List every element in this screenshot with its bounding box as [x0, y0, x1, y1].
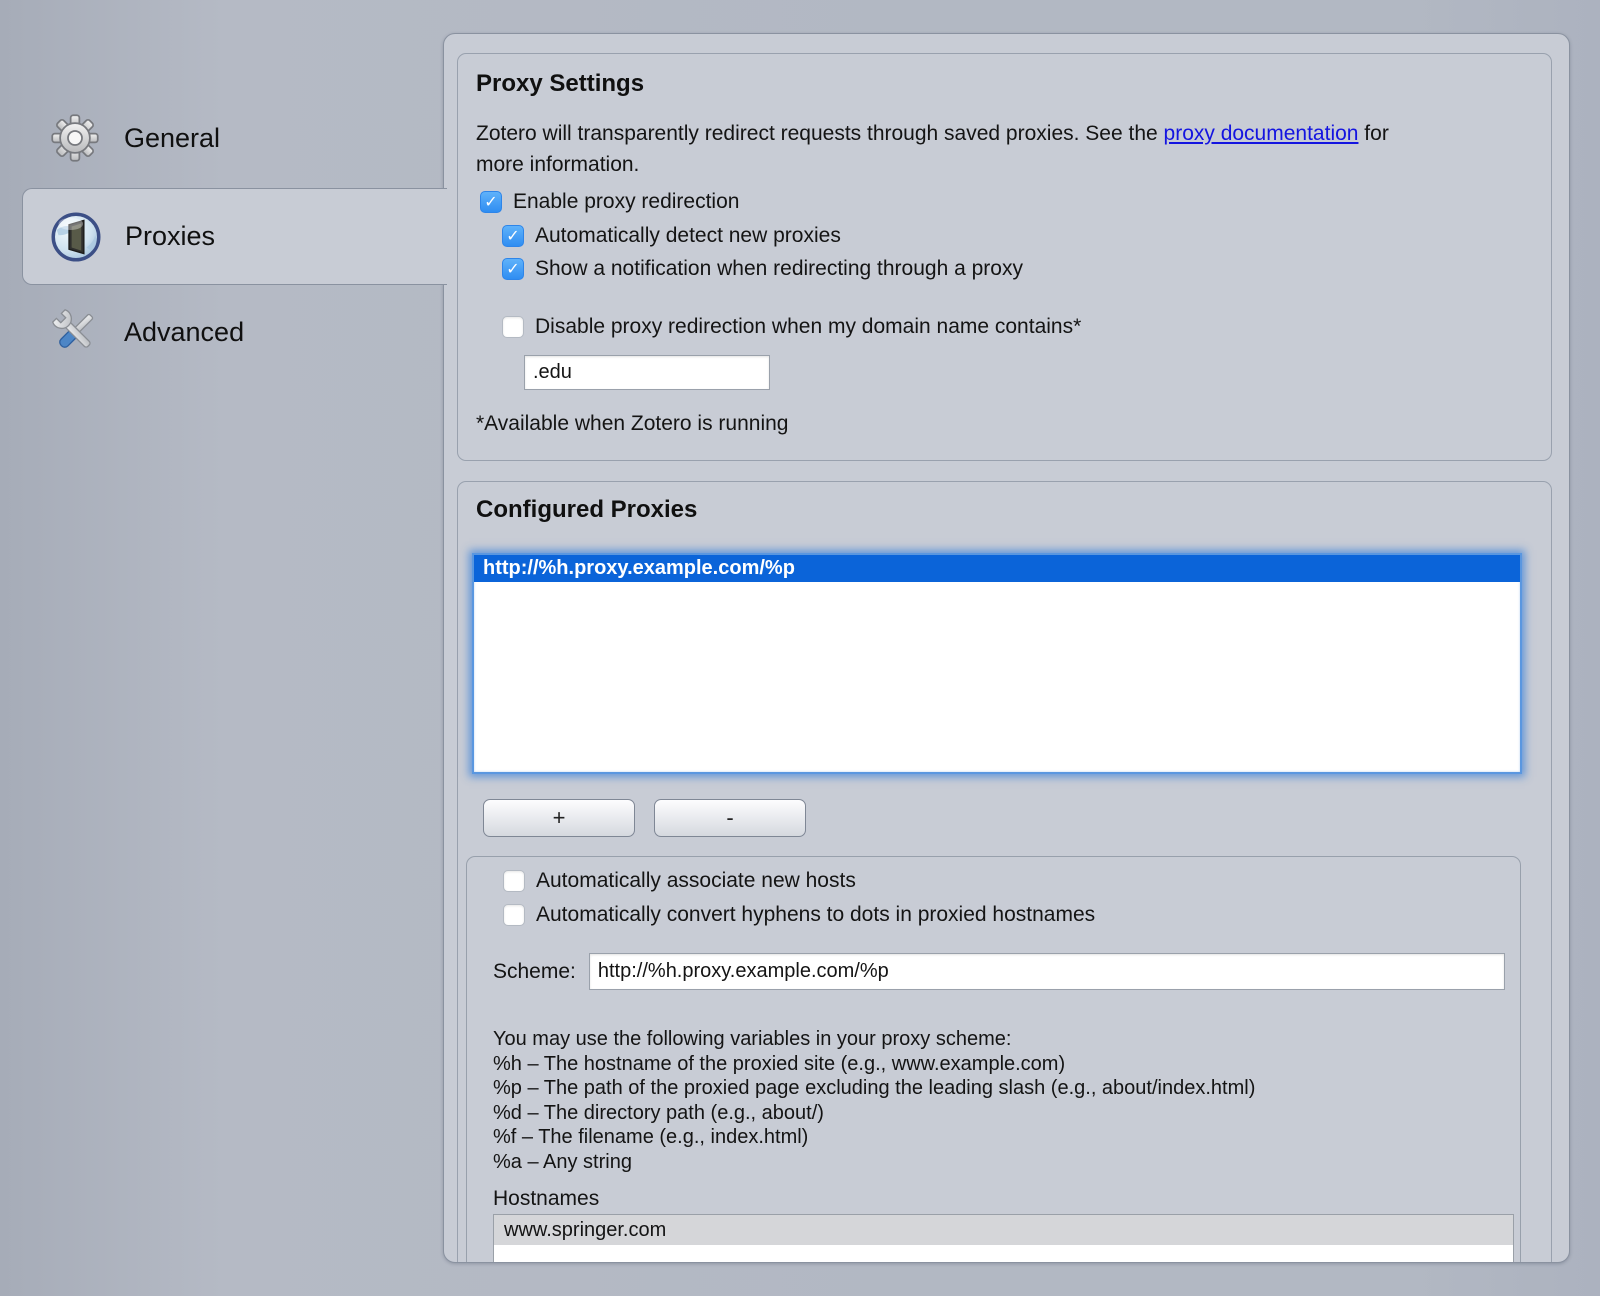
sidebar-item-proxies[interactable] — [22, 188, 447, 285]
hostname-list-item[interactable]: www.springer.com — [494, 1215, 1513, 1245]
footnote: *Available when Zotero is running — [476, 412, 789, 435]
variable-line: %f – The filename (e.g., index.html) — [493, 1126, 809, 1148]
scheme-input[interactable] — [589, 953, 1505, 990]
autodetect-checkbox[interactable] — [502, 225, 524, 247]
convert-hyphens-row — [503, 903, 1095, 927]
proxy-list[interactable] — [472, 553, 1522, 774]
autodetect-row — [502, 224, 841, 248]
sidebar-item-label: Advanced — [124, 316, 245, 347]
globe-door-icon — [48, 209, 104, 265]
associate-hosts-row — [503, 869, 856, 893]
disable-by-domain-row — [502, 315, 1081, 339]
convert-hyphens-label: Automatically convert hyphens to dots in proxied hostnames — [536, 903, 1096, 926]
description-text: Zotero will transparently redirect requests through saved proxies. See the — [476, 122, 1164, 145]
remove-proxy-button[interactable]: - — [654, 799, 806, 837]
notification-checkbox[interactable] — [502, 258, 524, 280]
proxy-settings-title: Proxy Settings — [476, 70, 645, 97]
tools-icon — [47, 304, 103, 360]
proxy-documentation-link[interactable]: proxy documentation — [1163, 122, 1359, 145]
enable-proxy-label: Enable proxy redirection — [513, 190, 740, 213]
configured-proxies-title: Configured Proxies — [476, 496, 698, 523]
proxy-details-groupbox — [466, 856, 1521, 1263]
configured-proxies-panel — [457, 481, 1552, 1263]
gear-icon — [47, 110, 103, 166]
hostnames-list[interactable] — [493, 1214, 1514, 1263]
notification-row — [502, 257, 1023, 281]
preferences-pane — [443, 33, 1570, 1263]
sidebar-item-advanced[interactable] — [22, 294, 445, 370]
scheme-variables-help — [493, 1027, 1255, 1174]
sidebar-item-general[interactable] — [22, 100, 445, 176]
proxy-list-item[interactable]: http://%h.proxy.example.com/%p — [474, 555, 1520, 582]
variable-line: %d – The directory path (e.g., about/) — [493, 1101, 824, 1124]
enable-proxy-row — [480, 190, 739, 214]
sidebar-item-label: General — [124, 122, 221, 153]
sidebar-item-label: Proxies — [125, 221, 216, 251]
description-text: for — [1358, 122, 1389, 145]
description-text: more information. — [476, 153, 640, 176]
disable-by-domain-checkbox[interactable] — [502, 316, 524, 338]
convert-hyphens-checkbox[interactable] — [503, 904, 525, 926]
add-proxy-button[interactable]: + — [483, 799, 635, 837]
variable-line: %p – The path of the proxied page excluding the leading slash (e.g., about/index.html) — [493, 1077, 1256, 1099]
proxy-settings-panel — [457, 53, 1552, 461]
notification-label: Show a notification when redirecting through a proxy — [535, 257, 1023, 280]
enable-proxy-checkbox[interactable] — [480, 191, 502, 213]
variable-line: %h – The hostname of the proxied site (e.g., www.example.com) — [493, 1052, 1066, 1075]
hostnames-label: Hostnames — [493, 1187, 600, 1210]
proxy-settings-description — [476, 118, 1389, 180]
domain-name-input[interactable] — [524, 355, 770, 390]
associate-hosts-label: Automatically associate new hosts — [536, 869, 856, 892]
scheme-label: Scheme: — [493, 959, 576, 983]
variables-intro: You may use the following variables in your proxy scheme: — [493, 1028, 1012, 1050]
variable-line: %a – Any string — [493, 1150, 632, 1173]
disable-by-domain-label: Disable proxy redirection when my domain name contains* — [535, 315, 1082, 338]
autodetect-label: Automatically detect new proxies — [535, 224, 841, 247]
associate-hosts-checkbox[interactable] — [503, 870, 525, 892]
scheme-row — [493, 953, 1505, 990]
